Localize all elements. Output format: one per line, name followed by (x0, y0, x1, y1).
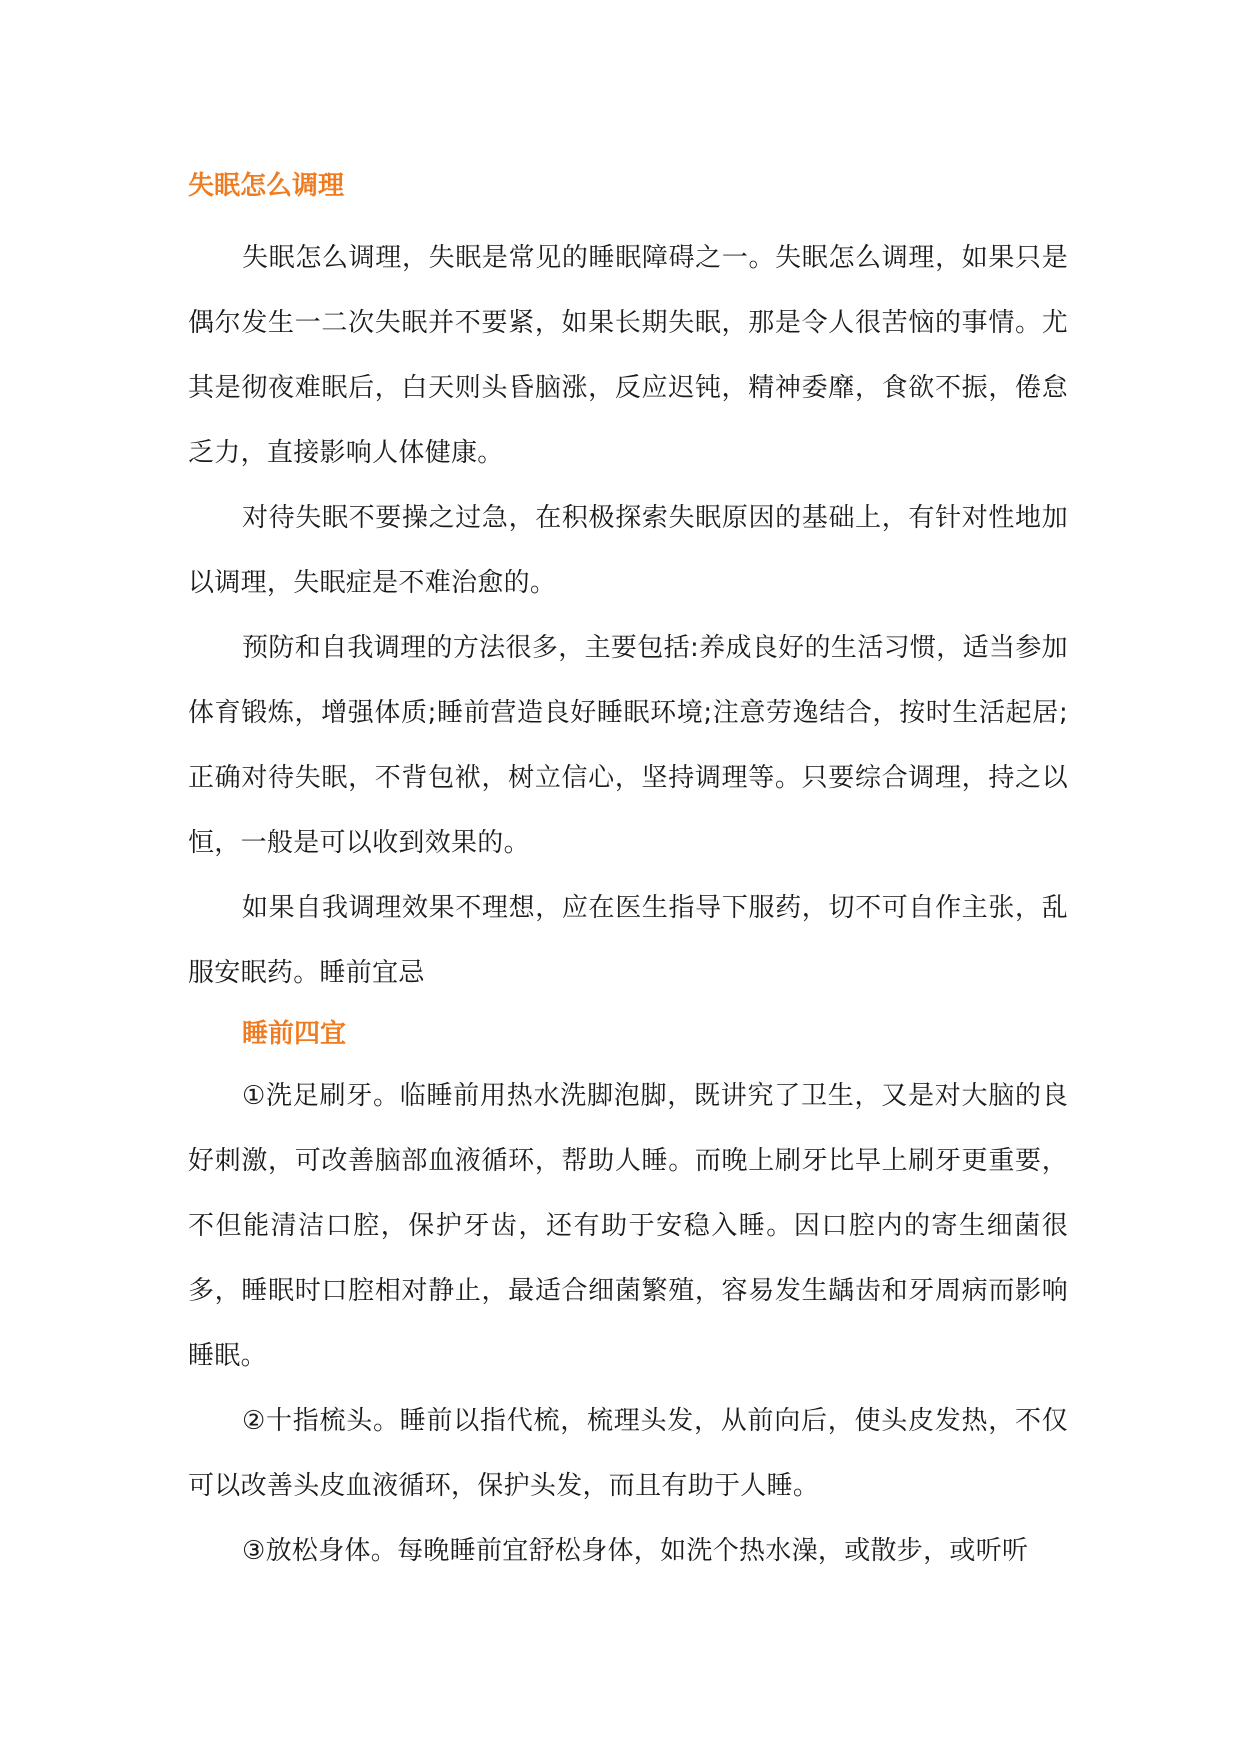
section-paragraph: ②十指梳头。睡前以指代梳，梳理头发，从前向后，使头皮发热，不仅可以改善头皮血液循环，保护头发，而且有助于人睡。 (188, 1406, 1068, 1501)
section-paragraph: ③放松身体。每晚睡前宜舒松身体，如洗个热水澡，或散步，或听听 (242, 1536, 1029, 1566)
section-title: 睡前四宜 (242, 1019, 347, 1049)
section-paragraph: ①洗足刷牙。临睡前用热水洗脚泡脚，既讲究了卫生，又是对大脑的良好刺激，可改善脑部血液循环，帮助人睡。而晚上刷牙比早上刷牙更重要，不但能清洁口腔，保护牙齿，还有助于安稳入睡。因口腔内的寄生细菌很多，睡眠时口腔相对静止，最适合细菌繁殖，容易发生龋齿和牙周病而影响睡眠。 (188, 1081, 1068, 1371)
paragraph: 预防和自我调理的方法很多，主要包括:养成良好的生活习惯，适当参加体育锻炼，增强体质;睡前营造良好睡眠环境;注意劳逸结合，按时生活起居;正确对待失眠，不背包袱，树立信心，坚持调理等。只要综合调理，持之以恒，一般是可以收到效果的。 (188, 633, 1068, 858)
paragraph: 失眠怎么调理，失眠是常见的睡眠障碍之一。失眠怎么调理，如果只是偶尔发生一二次失眠并不要紧，如果长期失眠，那是令人很苦恼的事情。尤其是彻夜难眠后，白天则头昏脑涨，反应迟钝，精神委靡，食欲不振，倦怠乏力，直接影响人体健康。 (188, 243, 1068, 468)
paragraph: 如果自我调理效果不理想，应在医生指导下服药，切不可自作主张，乱服安眠药。睡前宜忌 (188, 893, 1068, 988)
document-page (188, 166, 1068, 1584)
paragraph: 对待失眠不要操之过急，在积极探索失眠原因的基础上，有针对性地加以调理，失眠症是不难治愈的。 (188, 503, 1068, 598)
document-title: 失眠怎么调理 (188, 171, 345, 201)
